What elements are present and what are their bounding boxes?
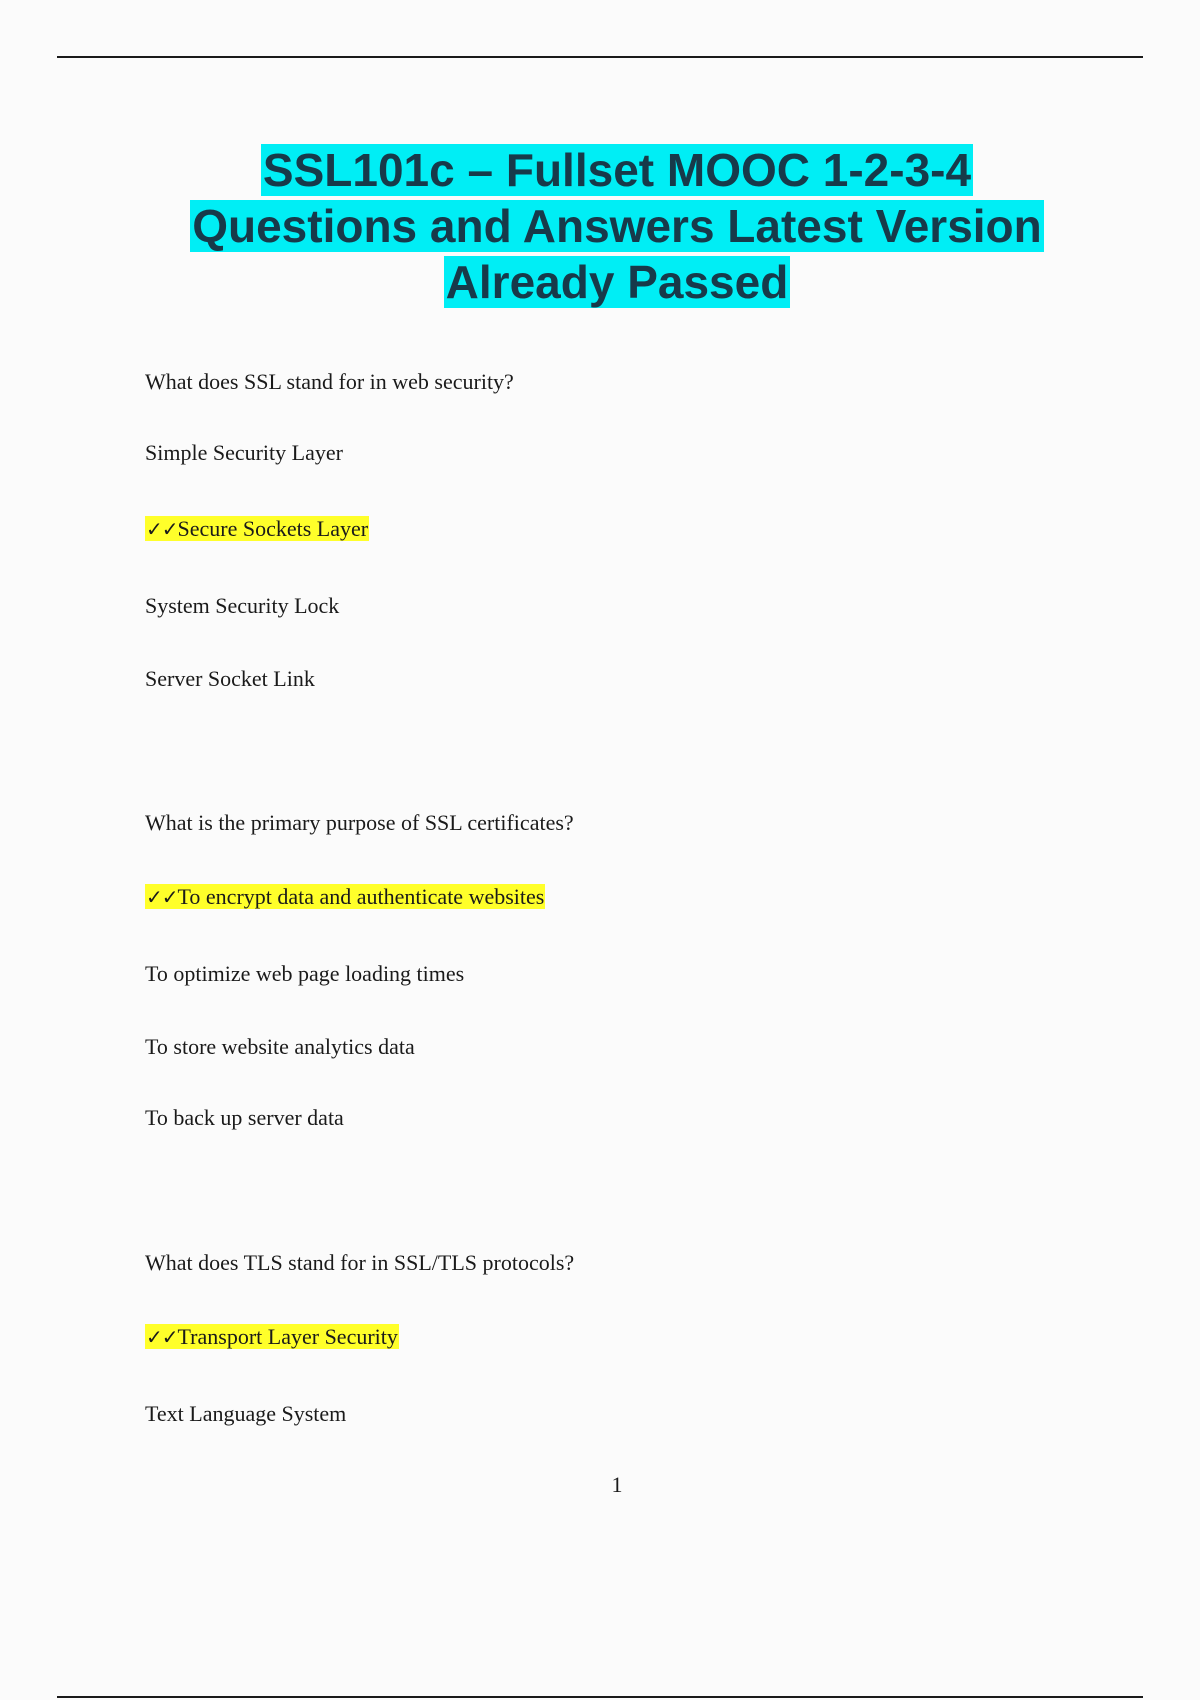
option-1-1: Simple Security Layer (145, 440, 343, 465)
correct-answer-highlight: ✓✓To encrypt data and authenticate websites (146, 884, 545, 909)
double-check-icon: ✓✓ (146, 517, 178, 541)
title-line-2: Questions and Answers Latest Version (192, 200, 1042, 252)
option-2-3: To store website analytics data (145, 1034, 415, 1059)
correct-answer-highlight: ✓✓Secure Sockets Layer (146, 516, 369, 541)
option-3-1-correct (145, 1322, 399, 1352)
option-1-2-correct (145, 514, 369, 544)
question-2: What is the primary purpose of SSL certificates? (145, 810, 574, 835)
document-title (100, 142, 1134, 310)
option-3-2: Text Language System (145, 1401, 347, 1426)
bottom-rule (57, 1696, 1143, 1698)
title-line-1: SSL101c – Fullset MOOC 1-2-3-4 (262, 144, 972, 196)
option-2-1-correct (145, 882, 545, 912)
top-rule (57, 56, 1143, 58)
page-number: 1 (611, 1472, 623, 1497)
option-1-4: Server Socket Link (145, 666, 315, 691)
option-2-2: To optimize web page loading times (145, 961, 465, 986)
option-1-3: System Security Lock (145, 593, 340, 618)
question-3: What does TLS stand for in SSL/TLS protocols? (145, 1250, 575, 1275)
double-check-icon: ✓✓ (146, 1325, 178, 1349)
title-line-3: Already Passed (445, 256, 789, 308)
option-2-4: To back up server data (145, 1105, 344, 1130)
question-1: What does SSL stand for in web security? (145, 369, 514, 394)
correct-answer-highlight: ✓✓Transport Layer Security (146, 1324, 398, 1349)
double-check-icon: ✓✓ (146, 885, 178, 909)
